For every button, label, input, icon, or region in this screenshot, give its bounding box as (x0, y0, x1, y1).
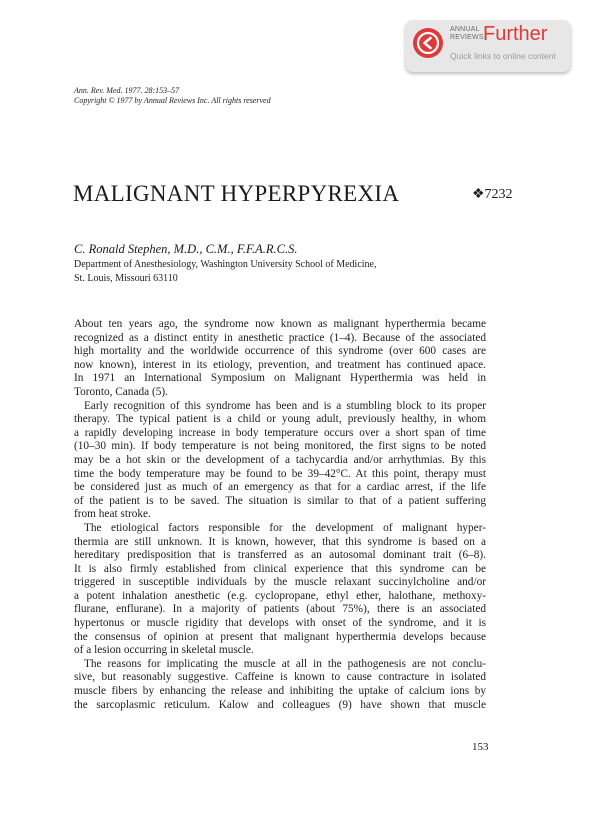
body-line: hereditary predisposition that is transferred as an autosomal dominant trait (6–8). (74, 549, 486, 562)
body-line: Early recognition of this syndrome has been and is a stumbling block to its proper (84, 399, 486, 412)
body-line: In 1971 an International Symposium on Malignant Hyperthermia was held in (74, 372, 486, 385)
body-line: time the body temperature may be found to be 39–42°C. At this point, therapy must (74, 467, 486, 480)
body-line: high mortality and the worldwide occurrence of this syndrome (over 600 cases are (74, 345, 486, 358)
body-line: from heat stroke. (74, 508, 151, 521)
body-line: The etiological factors responsible for the development of malignant hyper- (84, 521, 486, 534)
citation (74, 86, 271, 106)
page-number: 153 (472, 741, 489, 753)
badge-annual-label: ANNUAL (450, 26, 480, 33)
body-line: (10–30 min). If body temperature is not being monitored, the first signs to be noted (74, 440, 486, 453)
badge-further-label: Further (483, 23, 548, 45)
body-line: About ten years ago, the syndrome now known as malignant hyperthermia became (74, 318, 486, 330)
badge-reviews-label: REVIEWS (450, 34, 484, 41)
author-name: C. Ronald Stephen, M.D., C.M., F.F.A.R.C.S. (74, 242, 298, 256)
article-body (74, 318, 486, 712)
body-line: a potent inhalation anesthetic (e.g. cyclopropane, ethyl ether, halothane, methoxy- (74, 589, 486, 602)
citation-copyright: Copyright © 1977 by Annual Reviews Inc. All rights reserved (74, 96, 271, 105)
body-line: therapy. The typical patient is a child or young adult, previously healthy, in whom (74, 413, 486, 426)
body-line: a rapidly developing increase in body temperature occurs over a short span of time (74, 426, 486, 439)
body-line: be considered just as much of an emergency as that for a cardiac arrest, if the life (74, 481, 486, 494)
body-line: hypertonus or muscle rigidity that develops with onset of the syndrome, and it is (74, 617, 486, 630)
body-line: of the patient is to be saved. The situation is similar to that of a patient suffering (74, 494, 486, 507)
body-line: muscle fibers by enhancing the release and inhibiting the uptake of calcium ions by (74, 685, 486, 698)
body-line: sive, but reasonably suggestive. Caffeine is known to cause contracture in isolated (74, 671, 486, 684)
body-line: the sarcoplasmic reticulum. Kalow and colleagues (9) have shown that muscle (74, 698, 486, 711)
body-line: may be a hot skin or the development of a tachycardia and/or arrhythmias. By this (74, 453, 486, 466)
body-line: flurane, enflurane). In a majority of patients (about 75%), there is an associated (74, 603, 486, 616)
further-logo-icon (413, 28, 443, 58)
author-affiliation (74, 258, 376, 285)
body-line: It is also firmly established from clinical experience that this syndrome can be (74, 562, 486, 575)
badge-subtitle: Quick links to online content (450, 51, 556, 61)
affiliation-line: Department of Anesthesiology, Washington University School of Medicine, (74, 259, 377, 270)
affiliation-line: St. Louis, Missouri 63110 (74, 272, 178, 284)
article-code: ❖7232 (472, 187, 513, 202)
further-badge[interactable] (405, 20, 571, 72)
body-line: Toronto, Canada (5). (74, 385, 168, 398)
article-title: MALIGNANT HYPERPYREXIA (73, 181, 400, 206)
body-line: The reasons for implicating the muscle at all in the pathogenesis are not conclu- (84, 657, 486, 670)
body-line: now known), interest in its etiology, prevention, and treatment has continued apace. (74, 358, 486, 371)
body-line: recognized as a distinct entity in anesthetic practice (1–4). Because of the associated (74, 331, 486, 344)
body-line: of a lesion occurring in skeletal muscle. (74, 644, 254, 657)
citation-journal: Ann. Rev. Med. 1977. 28:153–57 (74, 86, 180, 95)
body-line: the consensus of opinion at present that malignant hyperthermia develops because (74, 630, 486, 643)
body-line: triggered in susceptible individuals by the muscle relaxant succinylcholine and/or (74, 576, 486, 589)
body-line: thermia are still unknown. It is known, however, that this syndrome is based on a (74, 535, 486, 548)
